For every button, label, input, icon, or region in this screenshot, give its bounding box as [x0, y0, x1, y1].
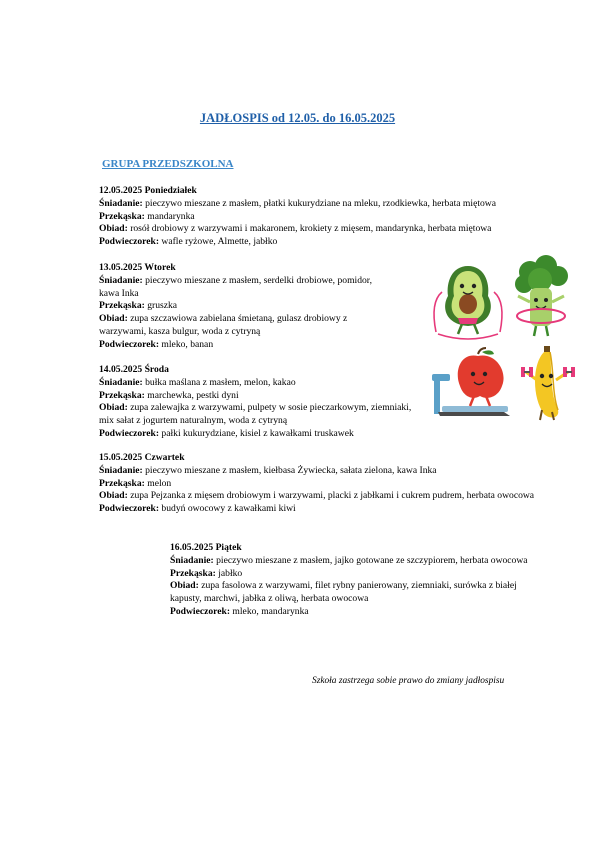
- meal-breakfast: Śniadanie: pieczywo mieszane z masłem, jajko gotowane ze szczypiorem, herbata owocowa: [170, 554, 528, 566]
- meal-breakfast: Śniadanie: pieczywo mieszane z masłem, płatki kukurydziane na mleku, rzodkiewka, herbata miętowa: [99, 197, 496, 209]
- meal-snack: Przekąska: marchewka, pestki dyni: [99, 389, 239, 401]
- meal-snack: Przekąska: jabłko: [170, 567, 243, 579]
- meal-lunch: Obiad: zupa szczawiowa zabielana śmietaną, gulasz drobiowy z warzywami, kasza bulgur, woda z cytryną: [99, 313, 348, 337]
- day-header: 14.05.2025 Środa: [99, 364, 169, 375]
- banana-dumbbells-icon: [520, 342, 576, 422]
- meal-snack: Przekąska: mandarynka: [99, 210, 195, 222]
- day-friday: [170, 542, 550, 619]
- group-name: GRUPA PRZEDSZKOLNA: [102, 158, 234, 170]
- meal-afternoon-snack: Podwieczorek: pałki kukurydziane, kisiel z kawałkami truskawek: [99, 427, 354, 439]
- meal-snack: Przekąska: gruszka: [99, 300, 178, 312]
- day-header: 16.05.2025 Piątek: [170, 542, 242, 553]
- meal-snack: Przekąska: melon: [99, 477, 172, 489]
- meal-breakfast: Śniadanie: pieczywo mieszane z masłem, kiełbasa Żywiecka, sałata zielona, kawa Inka: [99, 464, 437, 476]
- meal-breakfast: Śniadanie: pieczywo mieszane z masłem, serdelki drobiowe, pomidor, kawa Inka: [99, 274, 372, 299]
- meal-afternoon-snack: Podwieczorek: mleko, mandarynka: [170, 605, 309, 617]
- meal-afternoon-snack: Podwieczorek: wafle ryżowe, Almette, jabłko: [99, 236, 278, 248]
- meal-lunch: Obiad: rosół drobiowy z warzywami i makaronem, krokiety z mięsem, mandarynka, herbata miętowa: [99, 223, 492, 235]
- disclaimer-note: Szkoła zastrzega sobie prawo do zmiany jadłospisu: [312, 676, 505, 686]
- day-header: 15.05.2025 Czwartek: [99, 452, 185, 463]
- meal-afternoon-snack: Podwieczorek: budyń owocowy z kawałkami kiwi: [99, 503, 296, 515]
- meal-lunch: Obiad: zupa zalewajka z warzywami, pulpety w sosie pieczarkowym, ziemniaki, mix sałat z jogurtem naturalnym, woda z cytryną: [99, 402, 412, 427]
- meal-afternoon-snack: Podwieczorek: mleko, banan: [99, 338, 214, 350]
- day-tuesday: [99, 262, 391, 352]
- apple-treadmill-icon: [430, 346, 516, 420]
- menu-title: JADŁOSPIS od 12.05. do 16.05.2025: [199, 111, 396, 125]
- day-monday: [99, 185, 559, 249]
- avocado-jump-rope-icon: [428, 262, 508, 344]
- day-header: 13.05.2025 Wtorek: [99, 262, 176, 273]
- day-header: 12.05.2025 Poniedziałek: [99, 185, 197, 196]
- day-thursday: [99, 452, 559, 516]
- meal-lunch: Obiad: zupa fasolowa z warzywami, filet rybny panierowany, ziemniaki, surówka z białej kapusty, marchwi, jabłka z oliwą, herbata owocowa: [170, 580, 517, 605]
- meal-lunch: Obiad: zupa Pejzanka z mięsem drobiowym i warzywami, placki z jabłkami i cukrem pudrem, herbata owocowa: [99, 490, 535, 502]
- day-wednesday: [99, 364, 417, 441]
- broccoli-hula-hoop-icon: [510, 256, 572, 340]
- meal-breakfast: Śniadanie: bułka maślana z masłem, melon, kakao: [99, 376, 296, 388]
